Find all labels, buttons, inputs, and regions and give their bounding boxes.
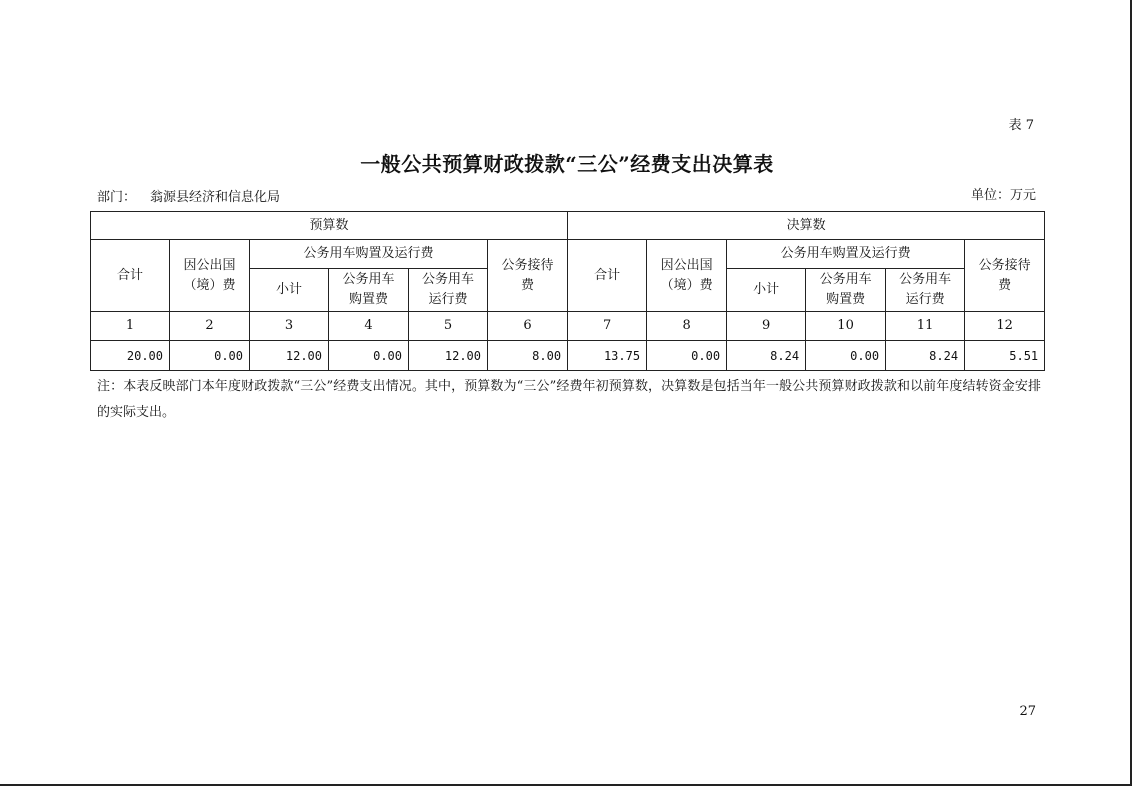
budget-group-header: 预算数 [91,212,568,240]
final-group-header: 决算数 [568,212,1045,240]
column-number: 12 [965,312,1045,341]
budget-vehicle-group-header: 公务用车购置及运行费 [250,240,488,269]
column-number: 10 [806,312,886,341]
value-cell: 5.51 [965,341,1045,371]
final-vehicle-operation-header: 公务用车运行费 [886,269,965,312]
budget-vehicle-purchase-header: 公务用车购置费 [329,269,409,312]
value-cell: 12.00 [409,341,488,371]
value-cell: 20.00 [91,341,170,371]
header-row-2 [91,240,1045,269]
expense-table [90,211,1045,371]
budget-reception-header: 公务接待费 [488,240,568,312]
department-value: 翁源县经济和信息化局 [150,190,281,205]
column-number: 3 [250,312,329,341]
value-cell: 0.00 [329,341,409,371]
value-cell: 12.00 [250,341,329,371]
budget-total-header: 合计 [91,240,170,312]
value-cell: 0.00 [806,341,886,371]
column-number: 7 [568,312,647,341]
value-cell: 13.75 [568,341,647,371]
table-note: 注：本表反映部门本年度财政拨款“三公”经费支出情况。其中，预算数为“三公”经费年初预算数，决算数是包括当年一般公共预算财政拨款和以前年度结转资金安排的实际支出。 [97,379,1041,420]
column-number: 11 [886,312,965,341]
page-title: 一般公共预算财政拨款“三公”经费支出决算表 [360,152,774,176]
value-cell: 0.00 [170,341,250,371]
final-total-header: 合计 [568,240,647,312]
budget-subtotal-header: 小计 [250,269,329,312]
value-row [91,341,1045,371]
column-number: 4 [329,312,409,341]
value-cell: 8.24 [727,341,806,371]
final-subtotal-header: 小计 [727,269,806,312]
value-cell: 8.24 [886,341,965,371]
column-number-row [91,312,1045,341]
department-line [97,186,280,205]
column-number: 8 [647,312,727,341]
table-number: 表 7 [1008,118,1034,133]
budget-abroad-header: 因公出国（境）费 [170,240,250,312]
page-number: 27 [1019,704,1036,719]
value-cell: 0.00 [647,341,727,371]
unit-label: 单位：万元 [970,188,1036,203]
value-cell: 8.00 [488,341,568,371]
header-row-1 [91,212,1045,240]
column-number: 1 [91,312,170,341]
final-vehicle-group-header: 公务用车购置及运行费 [727,240,965,269]
final-vehicle-purchase-header: 公务用车购置费 [806,269,886,312]
final-abroad-header: 因公出国（境）费 [647,240,727,312]
column-number: 2 [170,312,250,341]
column-number: 6 [488,312,568,341]
final-reception-header: 公务接待费 [965,240,1045,312]
column-number: 9 [727,312,806,341]
budget-vehicle-operation-header: 公务用车运行费 [409,269,488,312]
column-number: 5 [409,312,488,341]
department-label: 部门： [97,190,137,205]
